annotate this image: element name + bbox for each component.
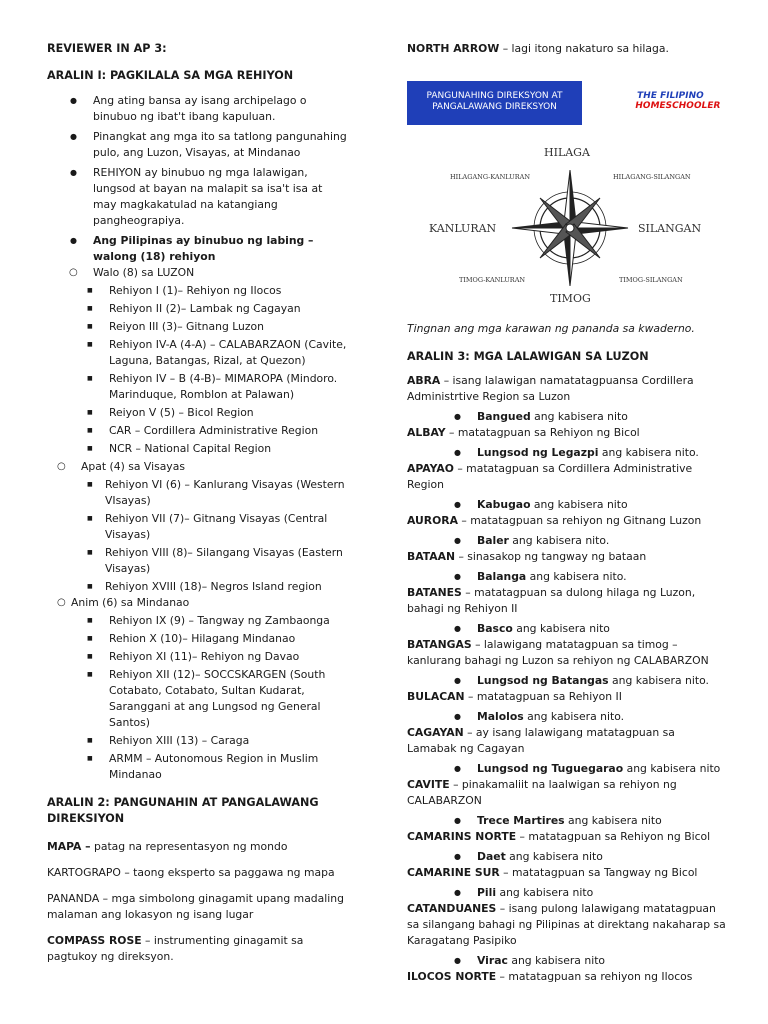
capital-name: Trece Martires: [477, 814, 565, 827]
province-desc: – matatagpuan sa Cordillera Administrative Region: [407, 462, 693, 491]
province-entry: [407, 865, 727, 881]
luzon-heading: ○ Walo (8) sa LUZON: [47, 265, 347, 281]
province-entry: [407, 549, 727, 565]
province-name: APAYAO: [407, 462, 454, 475]
capital-name: Lungsod ng Tuguegarao: [477, 762, 624, 775]
province-desc: – matatagpuan sa rehiyon ng Gitnang Luzon: [457, 514, 702, 527]
capital-entry: [407, 953, 727, 969]
province-desc: – matatagpuan sa Rehiyon ng Bicol: [445, 426, 640, 439]
capital-desc: ang kabisera nito: [564, 814, 662, 827]
capital-entry: [407, 569, 727, 585]
mindanao-item: ■ ARMM – Autonomous Region in Muslim Mindanao: [47, 751, 347, 783]
capital-desc: ang kabisera nito: [623, 762, 721, 775]
province-entry: [407, 461, 727, 493]
capital-entry: [407, 761, 727, 777]
province-name: CATANDUANES: [407, 902, 497, 915]
province-list: [407, 373, 727, 985]
bullet-18-rehiyon: ● Ang Pilipinas ay binubuo ng labing – walong (18) rehiyon: [47, 233, 347, 265]
capital-desc: ang kabisera nito: [530, 410, 628, 423]
visayas-item: ■ Rehiyon VII (7)– Gitnang Visayas (Central Visayas): [47, 511, 347, 543]
province-desc: – isang pulong lalawigang matatagpuan sa silangang bahagi ng Pilipinas at direktang nakaharap sa Karagatang Pasipiko: [407, 902, 726, 947]
luzon-item: ■ Reiyon V (5) – Bicol Region: [47, 405, 347, 421]
capital-name: Virac: [477, 954, 508, 967]
province-desc: – matatagpuan sa Tangway ng Bicol: [499, 866, 698, 879]
visayas-item: ■ Rehiyon VI (6) – Kanlurang Visayas (Western VIsayas): [47, 477, 347, 509]
province-entry: [407, 969, 727, 985]
bullet-archipelago: ● Ang ating bansa ay isang archipelago o binubuo ng ibat't ibang kapuluan.: [47, 93, 347, 125]
capital-name: Lungsod ng Batangas: [477, 674, 609, 687]
direction-banner: PANGUNAHING DIREKSYON AT PANGALAWANG DIREKSYON: [407, 81, 582, 125]
luzon-item: ■ Rehiyon IV-A (4-A) – CALABARZAON (Cavite, Laguna, Batangas, Rizal, at Quezon): [47, 337, 347, 369]
capital-entry: [407, 813, 727, 829]
capital-entry: [407, 445, 727, 461]
capital-desc: ang kabisera nito.: [523, 710, 625, 723]
capital-desc: ang kabisera nito.: [598, 446, 699, 459]
label-hilaga: HILAGA: [544, 146, 590, 159]
left-column: [47, 41, 347, 965]
capital-desc: ang kabisera nito.: [608, 674, 709, 687]
province-name: BATAAN: [407, 550, 456, 563]
bullet-pulo: ● Pinangkat ang mga ito sa tatlong pangunahing pulo, ang Luzon, Visayas, at Mindanao: [47, 129, 347, 161]
capital-entry: [407, 673, 727, 689]
luzon-item: ■ Reiyon III (3)– Gitnang Luzon: [47, 319, 347, 335]
province-desc: – matatagpuan sa Rehiyon II: [464, 690, 622, 703]
reviewer-title: REVIEWER IN AP 3:: [47, 42, 167, 55]
province-name: CAGAYAN: [407, 726, 464, 739]
capital-entry: [407, 849, 727, 865]
province-desc: – ay isang lalawigang matatagpuan sa Lamabak ng Cagayan: [407, 726, 675, 755]
visayas-item: ■ Rehiyon VIII (8)– Silangang Visayas (Eastern Visayas): [47, 545, 347, 577]
compass-rose-image: [407, 65, 727, 305]
label-kanluran: KANLURAN: [429, 222, 497, 235]
province-name: CAMARINS NORTE: [407, 830, 517, 843]
capital-desc: ang kabisera nito.: [508, 534, 610, 547]
province-name: CAMARINE SUR: [407, 866, 500, 879]
capital-entry: [407, 709, 727, 725]
capital-name: Bangued: [477, 410, 531, 423]
province-desc: – matatagpuan sa Rehiyon ng Bicol: [516, 830, 711, 843]
province-desc: – isang lalawigan namatatagpuansa Cordillera Administrtive Region sa Luzon: [407, 374, 694, 403]
capital-name: Lungsod ng Legazpi: [477, 446, 599, 459]
province-name: ALBAY: [407, 426, 446, 439]
mindanao-item: ■ Rehiyon IX (9) – Tangway ng Zambaonga: [47, 613, 347, 629]
label-timog-kanluran: TIMOG-KANLURAN: [459, 276, 526, 284]
capital-entry: [407, 621, 727, 637]
mindanao-heading: ○ Anim (6) sa Mindanao: [47, 595, 347, 611]
province-entry: [407, 901, 727, 949]
luzon-item: ■ NCR – National Capital Region: [47, 441, 347, 457]
capital-name: Kabugao: [477, 498, 531, 511]
aralin3-heading: ARALIN 3: MGA LALAWIGAN SA LUZON: [407, 350, 649, 363]
right-column: [407, 41, 727, 985]
mindanao-item: ■ Rehiyon XI (11)– Rehiyon ng Davao: [47, 649, 347, 665]
visayas-item: ■ Rehiyon XVIII (18)– Negros Island region: [47, 579, 347, 595]
province-entry: [407, 425, 727, 441]
mindanao-item: ■ Rehiyon XII (12)– SOCCSKARGEN (South Cotabato, Cotabato, Sultan Kudarat, Saranggani at ang Lungsod ng General Santos): [47, 667, 347, 731]
filipino-homeschooler-logo: THE FILIPINO HOMESCHOOLER: [634, 91, 722, 111]
mindanao-item: ■ Rehiyon XIII (13) – Caraga: [47, 733, 347, 749]
luzon-item: ■ Rehiyon IV – B (4-B)– MIMAROPA (Mindoro. Marinduque, Romblon at Palawan): [47, 371, 347, 403]
province-name: ABRA: [407, 374, 441, 387]
capital-name: Daet: [477, 850, 506, 863]
visayas-heading: ○ Apat (4) sa Visayas: [47, 459, 347, 475]
mindanao-item: ■ Rehion X (10)– Hilagang Mindanao: [47, 631, 347, 647]
province-entry: [407, 689, 727, 705]
capital-name: Pili: [477, 886, 497, 899]
province-entry: [407, 829, 727, 845]
capital-entry: [407, 497, 727, 513]
luzon-item: ■ Rehiyon II (2)– Lambak ng Cagayan: [47, 301, 347, 317]
capital-entry: [407, 885, 727, 901]
kartograpo-def: KARTOGRAPO – taong eksperto sa paggawa ng mapa: [47, 866, 335, 879]
luzon-item: ■ Rehiyon I (1)– Rehiyon ng Ilocos: [47, 283, 347, 299]
province-name: CAVITE: [407, 778, 450, 791]
capital-desc: ang kabisera nito: [512, 622, 610, 635]
bullet-rehiyon: ● REHIYON ay binubuo ng mga lalawigan, lungsod at bayan na malapit sa isa't isa at may magkakatulad na katangiang pangheograpiya.: [47, 165, 347, 229]
capital-entry: [407, 409, 727, 425]
province-desc: – lalawigang matatagpuan sa timog – kanlurang bahagi ng Luzon sa rehiyon ng CALABARZON: [407, 638, 709, 667]
mindanao-list: [47, 613, 347, 783]
mapa-def: MAPA – patag na representasyon ng mondo: [47, 840, 288, 853]
label-timog: TIMOG: [550, 292, 591, 305]
note-kwaderno: Tingnan ang mga karawan ng pananda sa kwaderno.: [407, 322, 695, 335]
province-desc: – matatagpuan sa dulong hilaga ng Luzon, bahagi ng Rehiyon II: [407, 586, 696, 615]
province-name: BATANES: [407, 586, 462, 599]
province-entry: [407, 373, 727, 405]
capital-desc: ang kabisera nito: [496, 886, 594, 899]
capital-name: Basco: [477, 622, 513, 635]
province-entry: [407, 513, 727, 529]
capital-entry: [407, 533, 727, 549]
province-desc: – matatagpuan sa rehiyon ng Ilocos: [496, 970, 693, 983]
compass-rose-def: COMPASS ROSE – instrumenting ginagamit sa pagtukoy ng direksyon.: [47, 934, 304, 963]
province-entry: [407, 585, 727, 617]
province-desc: – sinasakop ng tangway ng bataan: [455, 550, 647, 563]
luzon-item: ■ CAR – Cordillera Administrative Region: [47, 423, 347, 439]
province-name: AURORA: [407, 514, 458, 527]
luzon-list: [47, 283, 347, 457]
province-entry: [407, 777, 727, 809]
aralin1-heading: ARALIN I: PAGKILALA SA MGA REHIYON: [47, 69, 294, 82]
province-name: BATANGAS: [407, 638, 472, 651]
capital-name: Baler: [477, 534, 509, 547]
label-silangan: SILANGAN: [638, 222, 702, 235]
province-entry: [407, 637, 727, 669]
north-arrow-def: NORTH ARROW – lagi itong nakaturo sa hilaga.: [407, 42, 669, 55]
visayas-list: [47, 477, 347, 595]
label-hilagang-silangan: HILAGANG-SILANGAN: [613, 173, 691, 181]
pananda-def: PANANDA – mga simbolong ginagamit upang madaling malaman ang lokasyon ng isang lugar: [47, 892, 344, 921]
label-hilagang-kanluran: HILAGANG-KANLURAN: [450, 173, 531, 181]
capital-desc: ang kabisera nito.: [526, 570, 627, 583]
province-desc: – pinakamaliit na laalwigan sa rehiyon ng CALABARZON: [407, 778, 677, 807]
capital-desc: ang kabisera nito: [507, 954, 606, 967]
aralin2-heading: ARALIN 2: PANGUNAHIN AT PANGALAWANG DIREKSIYON: [47, 796, 319, 825]
province-name: BULACAN: [407, 690, 465, 703]
province-name: ILOCOS NORTE: [407, 970, 497, 983]
label-timog-silangan: TIMOG-SILANGAN: [619, 276, 683, 284]
capital-desc: ang kabisera nito: [530, 498, 628, 511]
capital-name: Malolos: [477, 710, 524, 723]
province-entry: [407, 725, 727, 757]
capital-desc: ang kabisera nito: [505, 850, 603, 863]
capital-name: Balanga: [477, 570, 527, 583]
